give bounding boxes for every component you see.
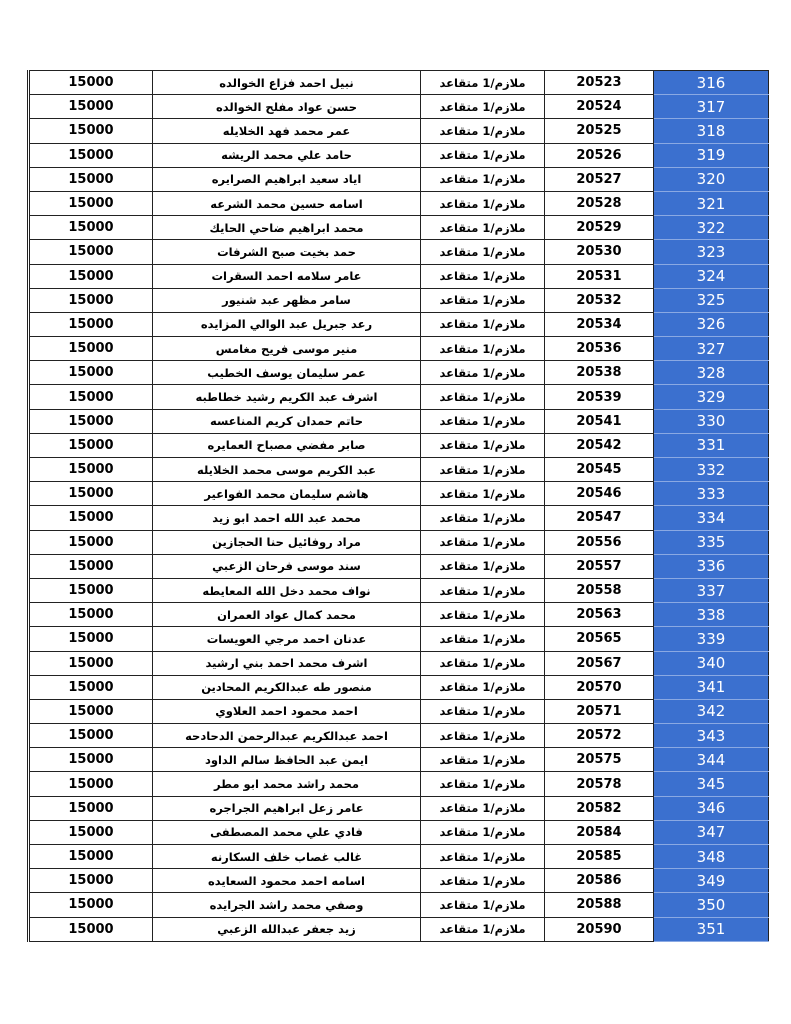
rank-cell: ملازم/1 متقاعد	[421, 917, 545, 941]
id-cell: 20575	[545, 748, 654, 772]
id-cell: 20572	[545, 724, 654, 748]
rank-cell: ملازم/1 متقاعد	[421, 361, 545, 385]
amount-cell: 15000	[29, 845, 153, 869]
rank-cell: ملازم/1 متقاعد	[421, 578, 545, 602]
rank-cell: ملازم/1 متقاعد	[421, 603, 545, 627]
sequence-cell: 344	[654, 748, 769, 772]
name-cell: نواف محمد دخل الله المعايطه	[153, 578, 421, 602]
sequence-cell: 321	[654, 191, 769, 215]
sequence-cell: 343	[654, 724, 769, 748]
amount-cell: 15000	[29, 796, 153, 820]
amount-cell: 15000	[29, 893, 153, 917]
rank-cell: ملازم/1 متقاعد	[421, 820, 545, 844]
rank-cell: ملازم/1 متقاعد	[421, 71, 545, 95]
rank-cell: ملازم/1 متقاعد	[421, 796, 545, 820]
amount-cell: 15000	[29, 240, 153, 264]
rank-cell: ملازم/1 متقاعد	[421, 748, 545, 772]
rank-cell: ملازم/1 متقاعد	[421, 845, 545, 869]
table-body	[29, 71, 769, 942]
name-cell: محمد راشد محمد ابو مطر	[153, 772, 421, 796]
rank-cell: ملازم/1 متقاعد	[421, 240, 545, 264]
name-cell: سند موسى فرحان الزعبي	[153, 554, 421, 578]
name-cell: عامر زعل ابراهيم الجراجره	[153, 796, 421, 820]
sequence-cell: 345	[654, 772, 769, 796]
name-cell: عامر سلامه احمد السقرات	[153, 264, 421, 288]
name-cell: رعد جبريل عبد الوالي المزايده	[153, 312, 421, 336]
id-cell: 20529	[545, 216, 654, 240]
id-cell: 20542	[545, 433, 654, 457]
name-cell: محمد كمال عواد العمران	[153, 603, 421, 627]
sequence-cell: 334	[654, 506, 769, 530]
sequence-cell: 332	[654, 458, 769, 482]
table-row	[29, 216, 769, 240]
id-cell: 20545	[545, 458, 654, 482]
name-cell: احمد محمود احمد العلاوي	[153, 699, 421, 723]
sequence-cell: 320	[654, 167, 769, 191]
name-cell: عبد الكريم موسى محمد الخلايله	[153, 458, 421, 482]
amount-cell: 15000	[29, 143, 153, 167]
name-cell: هاشم سليمان محمد الفواعير	[153, 482, 421, 506]
name-cell: عمر محمد فهد الخلايله	[153, 119, 421, 143]
table-row	[29, 724, 769, 748]
rank-cell: ملازم/1 متقاعد	[421, 554, 545, 578]
table-row	[29, 264, 769, 288]
id-cell: 20547	[545, 506, 654, 530]
id-cell: 20557	[545, 554, 654, 578]
sequence-cell: 346	[654, 796, 769, 820]
rank-cell: ملازم/1 متقاعد	[421, 893, 545, 917]
retiree-table	[27, 70, 769, 942]
id-cell: 20565	[545, 627, 654, 651]
id-cell: 20546	[545, 482, 654, 506]
id-cell: 20585	[545, 845, 654, 869]
amount-cell: 15000	[29, 458, 153, 482]
rank-cell: ملازم/1 متقاعد	[421, 312, 545, 336]
sequence-cell: 336	[654, 554, 769, 578]
table-row	[29, 603, 769, 627]
amount-cell: 15000	[29, 917, 153, 941]
table-row	[29, 191, 769, 215]
table-row	[29, 530, 769, 554]
amount-cell: 15000	[29, 506, 153, 530]
id-cell: 20582	[545, 796, 654, 820]
sequence-cell: 318	[654, 119, 769, 143]
rank-cell: ملازم/1 متقاعد	[421, 675, 545, 699]
name-cell: عمر سليمان يوسف الخطيب	[153, 361, 421, 385]
name-cell: اشرف عبد الكريم رشيد خطاطبه	[153, 385, 421, 409]
amount-cell: 15000	[29, 433, 153, 457]
name-cell: منير موسى فريح مغامس	[153, 337, 421, 361]
rank-cell: ملازم/1 متقاعد	[421, 869, 545, 893]
amount-cell: 15000	[29, 554, 153, 578]
amount-cell: 15000	[29, 312, 153, 336]
name-cell: وصفي محمد راشد الجرايده	[153, 893, 421, 917]
name-cell: اسامه احمد محمود السعايده	[153, 869, 421, 893]
table-row	[29, 361, 769, 385]
rank-cell: ملازم/1 متقاعد	[421, 482, 545, 506]
name-cell: غالب غصاب خلف السكارنه	[153, 845, 421, 869]
table-row	[29, 796, 769, 820]
amount-cell: 15000	[29, 651, 153, 675]
id-cell: 20541	[545, 409, 654, 433]
table-row	[29, 71, 769, 95]
id-cell: 20531	[545, 264, 654, 288]
sequence-cell: 326	[654, 312, 769, 336]
sequence-cell: 337	[654, 578, 769, 602]
table-row	[29, 433, 769, 457]
rank-cell: ملازم/1 متقاعد	[421, 95, 545, 119]
document-page	[27, 70, 767, 942]
amount-cell: 15000	[29, 385, 153, 409]
sequence-cell: 350	[654, 893, 769, 917]
name-cell: ايمن عبد الحافظ سالم الداود	[153, 748, 421, 772]
amount-cell: 15000	[29, 675, 153, 699]
name-cell: حسن عواد مفلح الخوالده	[153, 95, 421, 119]
table-row	[29, 143, 769, 167]
amount-cell: 15000	[29, 288, 153, 312]
amount-cell: 15000	[29, 191, 153, 215]
id-cell: 20539	[545, 385, 654, 409]
id-cell: 20530	[545, 240, 654, 264]
amount-cell: 15000	[29, 530, 153, 554]
rank-cell: ملازم/1 متقاعد	[421, 530, 545, 554]
rank-cell: ملازم/1 متقاعد	[421, 143, 545, 167]
rank-cell: ملازم/1 متقاعد	[421, 458, 545, 482]
id-cell: 20556	[545, 530, 654, 554]
id-cell: 20558	[545, 578, 654, 602]
table-row	[29, 482, 769, 506]
name-cell: اياد سعيد ابراهيم الصرايره	[153, 167, 421, 191]
table-row	[29, 699, 769, 723]
id-cell: 20588	[545, 893, 654, 917]
sequence-cell: 319	[654, 143, 769, 167]
name-cell: حاتم حمدان كريم المناعسه	[153, 409, 421, 433]
amount-cell: 15000	[29, 71, 153, 95]
rank-cell: ملازم/1 متقاعد	[421, 288, 545, 312]
amount-cell: 15000	[29, 216, 153, 240]
sequence-cell: 329	[654, 385, 769, 409]
table-row	[29, 651, 769, 675]
table-row	[29, 458, 769, 482]
sequence-cell: 328	[654, 361, 769, 385]
rank-cell: ملازم/1 متقاعد	[421, 337, 545, 361]
sequence-cell: 333	[654, 482, 769, 506]
amount-cell: 15000	[29, 772, 153, 796]
id-cell: 20527	[545, 167, 654, 191]
table-row	[29, 869, 769, 893]
name-cell: عدنان احمد مرجي العويسات	[153, 627, 421, 651]
sequence-cell: 322	[654, 216, 769, 240]
sequence-cell: 327	[654, 337, 769, 361]
sequence-cell: 349	[654, 869, 769, 893]
id-cell: 20578	[545, 772, 654, 796]
rank-cell: ملازم/1 متقاعد	[421, 651, 545, 675]
amount-cell: 15000	[29, 627, 153, 651]
table-row	[29, 554, 769, 578]
amount-cell: 15000	[29, 748, 153, 772]
sequence-cell: 351	[654, 917, 769, 941]
id-cell: 20586	[545, 869, 654, 893]
amount-cell: 15000	[29, 820, 153, 844]
name-cell: فادي علي محمد المصطفى	[153, 820, 421, 844]
table-row	[29, 675, 769, 699]
table-row	[29, 240, 769, 264]
rank-cell: ملازم/1 متقاعد	[421, 772, 545, 796]
amount-cell: 15000	[29, 337, 153, 361]
amount-cell: 15000	[29, 409, 153, 433]
amount-cell: 15000	[29, 603, 153, 627]
name-cell: مراد روفائيل حنا الحجازين	[153, 530, 421, 554]
id-cell: 20584	[545, 820, 654, 844]
name-cell: محمد عبد الله احمد ابو زيد	[153, 506, 421, 530]
table-row	[29, 95, 769, 119]
rank-cell: ملازم/1 متقاعد	[421, 506, 545, 530]
id-cell: 20534	[545, 312, 654, 336]
id-cell: 20524	[545, 95, 654, 119]
rank-cell: ملازم/1 متقاعد	[421, 699, 545, 723]
rank-cell: ملازم/1 متقاعد	[421, 119, 545, 143]
sequence-cell: 331	[654, 433, 769, 457]
table-row	[29, 748, 769, 772]
rank-cell: ملازم/1 متقاعد	[421, 409, 545, 433]
table-row	[29, 288, 769, 312]
amount-cell: 15000	[29, 167, 153, 191]
sequence-cell: 323	[654, 240, 769, 264]
table-row	[29, 845, 769, 869]
amount-cell: 15000	[29, 264, 153, 288]
amount-cell: 15000	[29, 361, 153, 385]
table-row	[29, 167, 769, 191]
table-row	[29, 893, 769, 917]
sequence-cell: 335	[654, 530, 769, 554]
table-row	[29, 820, 769, 844]
name-cell: سامر مظهر عبد شنيور	[153, 288, 421, 312]
amount-cell: 15000	[29, 95, 153, 119]
id-cell: 20538	[545, 361, 654, 385]
table-row	[29, 772, 769, 796]
sequence-cell: 348	[654, 845, 769, 869]
amount-cell: 15000	[29, 119, 153, 143]
rank-cell: ملازم/1 متقاعد	[421, 264, 545, 288]
amount-cell: 15000	[29, 699, 153, 723]
rank-cell: ملازم/1 متقاعد	[421, 627, 545, 651]
id-cell: 20571	[545, 699, 654, 723]
table-row	[29, 312, 769, 336]
sequence-cell: 338	[654, 603, 769, 627]
id-cell: 20525	[545, 119, 654, 143]
sequence-cell: 330	[654, 409, 769, 433]
id-cell: 20523	[545, 71, 654, 95]
sequence-cell: 316	[654, 71, 769, 95]
table-row	[29, 385, 769, 409]
name-cell: نبيل احمد فزاع الخوالده	[153, 71, 421, 95]
amount-cell: 15000	[29, 869, 153, 893]
table-row	[29, 409, 769, 433]
rank-cell: ملازم/1 متقاعد	[421, 724, 545, 748]
table-row	[29, 119, 769, 143]
name-cell: احمد عبدالكريم عبدالرحمن الدحادحه	[153, 724, 421, 748]
rank-cell: ملازم/1 متقاعد	[421, 385, 545, 409]
id-cell: 20528	[545, 191, 654, 215]
amount-cell: 15000	[29, 482, 153, 506]
table-row	[29, 578, 769, 602]
sequence-cell: 339	[654, 627, 769, 651]
sequence-cell: 342	[654, 699, 769, 723]
rank-cell: ملازم/1 متقاعد	[421, 433, 545, 457]
rank-cell: ملازم/1 متقاعد	[421, 191, 545, 215]
table-row	[29, 337, 769, 361]
name-cell: اشرف محمد احمد بني ارشيد	[153, 651, 421, 675]
name-cell: حامد علي محمد الريشه	[153, 143, 421, 167]
id-cell: 20532	[545, 288, 654, 312]
amount-cell: 15000	[29, 724, 153, 748]
table-row	[29, 627, 769, 651]
sequence-cell: 317	[654, 95, 769, 119]
name-cell: صابر مفضي مصباح العمايره	[153, 433, 421, 457]
sequence-cell: 325	[654, 288, 769, 312]
id-cell: 20590	[545, 917, 654, 941]
id-cell: 20526	[545, 143, 654, 167]
sequence-cell: 341	[654, 675, 769, 699]
name-cell: اسامه حسين محمد الشرعه	[153, 191, 421, 215]
sequence-cell: 347	[654, 820, 769, 844]
name-cell: حمد بخيت صبح الشرفات	[153, 240, 421, 264]
name-cell: محمد ابراهيم ضاحي الحايك	[153, 216, 421, 240]
id-cell: 20563	[545, 603, 654, 627]
rank-cell: ملازم/1 متقاعد	[421, 167, 545, 191]
name-cell: منصور طه عبدالكريم المحادين	[153, 675, 421, 699]
rank-cell: ملازم/1 متقاعد	[421, 216, 545, 240]
sequence-cell: 340	[654, 651, 769, 675]
id-cell: 20570	[545, 675, 654, 699]
id-cell: 20536	[545, 337, 654, 361]
sequence-cell: 324	[654, 264, 769, 288]
table-row	[29, 506, 769, 530]
table-row	[29, 917, 769, 941]
name-cell: زيد جعفر عبدالله الزعبي	[153, 917, 421, 941]
amount-cell: 15000	[29, 578, 153, 602]
id-cell: 20567	[545, 651, 654, 675]
